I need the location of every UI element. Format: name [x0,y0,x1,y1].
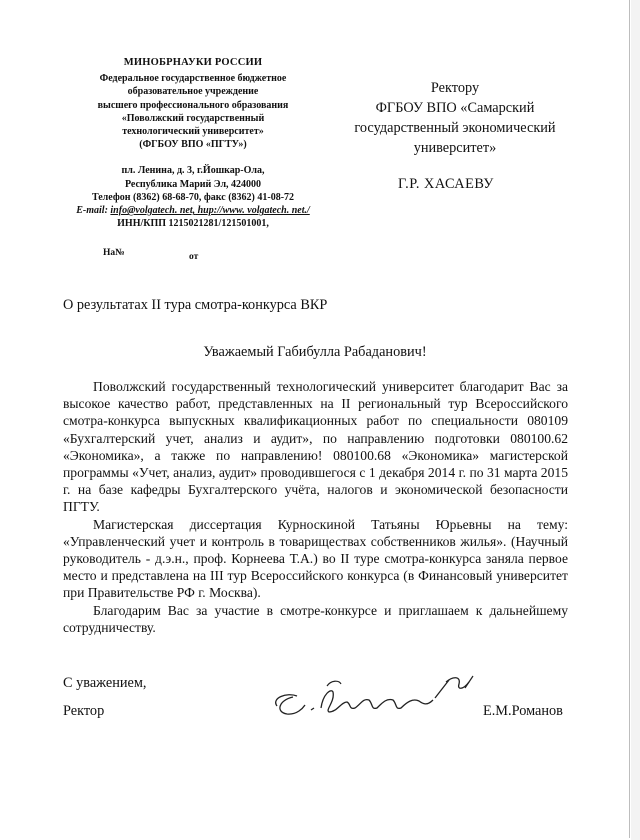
signer-position: Ректор [63,703,105,719]
closing-phrase: С уважением, [63,675,147,691]
recipient-block [340,78,570,158]
handwritten-signature [263,668,488,728]
body-paragraph: Поволжский государственный технологический университет благодарит Вас за высокое качество работ, представленных на II региональный тур Всероссийского смотра-конкурса выпускных квалификационных работ по специальности 080109 «Бухгалтерский учет, анализ и аудит», по направлению подготовки 080100.62 «Экономика», а также по направлению! 080100.68 «Экономика» магистерской программы «Учет, анализ, аудит» проводившегося с 1 декабря 2014 г. по 31 марта 2015 г. на базе кафедры Бухгалтерского учёта, налогов и экономической безопасности ПГТУ. [63,379,568,515]
recipient-line: университет» [413,140,497,156]
recipient-line: государственный экономический [354,120,556,136]
org-line: высшего профессионального образования [97,99,289,111]
org-line: образовательное учреждение [127,86,259,98]
greeting: Уважаемый Габибулла Рабаданович! [203,344,427,360]
sender-letterhead [58,56,328,230]
reference-date-label: от [189,252,199,262]
website-link[interactable]: hup://www. volgatech. net./ [195,205,310,217]
address-line: пл. Ленина, д. 3, г.Йошкар-Ола, [121,165,265,177]
org-line: (ФГБОУ ВПО «ПГТУ») [139,139,247,151]
ministry-name: МИНОБРНАУКИ РОССИИ [123,57,263,68]
recipient-name: Г.Р. ХАСАЕВУ [398,176,494,192]
reference-number-label: На№ [103,248,125,258]
phone-line: Телефон (8362) 68-68-70, факс (8362) 41-08-72 [91,191,295,203]
email-line [58,204,328,217]
org-line: технологический университет» [122,126,264,138]
recipient-line: ФГБОУ ВПО «Самарский [375,100,535,116]
address-line: Республика Марий Эл, 424000 [124,178,262,190]
org-line: «Поволжский государственный [121,112,265,124]
body-paragraph: Благодарим Вас за участие в смотре-конкурсе и приглашаем к дальнейшему сотрудничеству. [63,602,568,635]
org-line: Федеральное государственное бюджетное [99,73,287,85]
recipient-line: Ректору [430,80,480,96]
email-prefix: E-mail: [76,205,111,217]
viewer-margin [631,0,640,840]
letter-body [63,378,568,636]
email-link[interactable]: info@volgatech. net, [110,205,196,217]
inn-line: ИНН/КПП 1215021281/121501001, [117,218,269,230]
letter-subject: О результатах II тура смотра-конкурса ВКР [63,297,328,313]
body-paragraph: Магистерская диссертация Курноскиной Татьяны Юрьевны на тему: «Управленческий учет и контроль в товариществах собственников жилья». (Научный руководитель - д.э.н., проф. Корнеева Т.А.) во II туре смотра-конкурса заняла первое место и представлена на III тур Всероссийского конкурса (в Финансовый университет при Правительстве РФ г. Москва). [63,516,568,601]
signer-name: Е.М.Романов [483,703,563,719]
